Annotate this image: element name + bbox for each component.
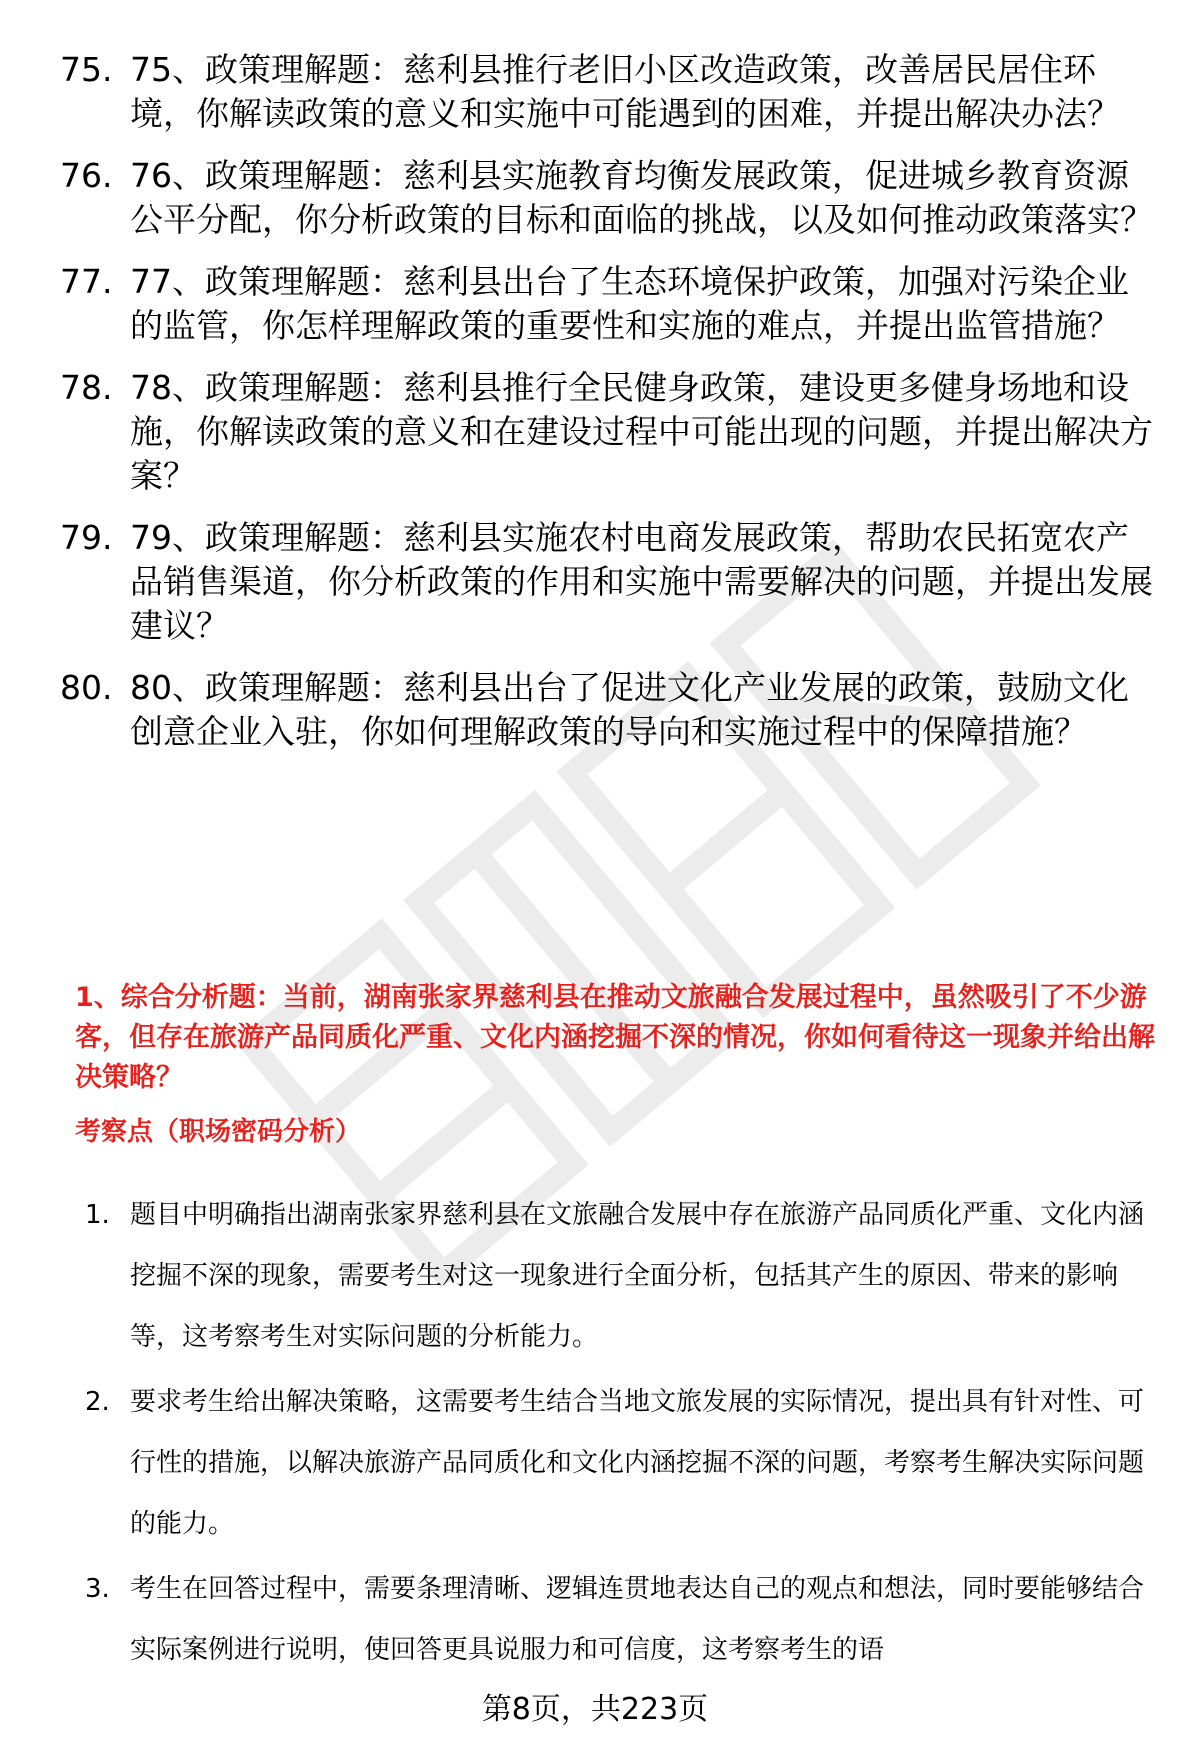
exam-point-number: 2. xyxy=(85,1387,110,1417)
exam-points-list xyxy=(85,1185,1160,1685)
question-item xyxy=(60,260,1155,348)
question-item xyxy=(60,366,1155,498)
exam-point-number: 1. xyxy=(85,1200,110,1230)
exam-point-item xyxy=(85,1559,1160,1681)
question-number: 78. xyxy=(60,368,113,407)
question-text: 80、政策理解题：慈利县出台了促进文化产业发展的政策，鼓励文化创意企业入驻，你如何理解政策的导向和实施过程中的保障措施？ xyxy=(130,668,1129,751)
exam-point-text: 题目中明确指出湖南张家界慈利县在文旅融合发展中存在旅游产品同质化严重、文化内涵挖掘不深的现象，需要考生对这一现象进行全面分析，包括其产生的原因、带来的影响等，这考察考生对实际问题的分析能力。 xyxy=(130,1200,1145,1352)
exam-point-number: 3. xyxy=(85,1574,110,1604)
question-item xyxy=(60,154,1155,242)
question-number: 76. xyxy=(60,156,113,195)
question-item xyxy=(60,666,1155,754)
question-text: 75、政策理解题：慈利县推行老旧小区改造政策，改善居民居住环境，你解读政策的意义和实施中可能遇到的困难，并提出解决办法？ xyxy=(130,50,1120,133)
exam-point-item xyxy=(85,1185,1160,1368)
question-list xyxy=(60,48,1155,772)
question-text: 77、政策理解题：慈利县出台了生态环境保护政策，加强对污染企业的监管，你怎样理解政策的重要性和实施的难点，并提出监管措施？ xyxy=(130,262,1129,345)
question-number: 80. xyxy=(60,668,113,707)
analysis-question-title: 1、综合分析题：当前，湖南张家界慈利县在推动文旅融合发展过程中，虽然吸引了不少游客，但存在旅游产品同质化严重、文化内涵挖掘不深的情况，你如何看待这一现象并给出解决策略？ xyxy=(75,982,1155,1093)
question-text: 76、政策理解题：慈利县实施教育均衡发展政策，促进城乡教育资源公平分配，你分析政策的目标和面临的挑战，以及如何推动政策落实？ xyxy=(130,156,1153,239)
exam-point-text: 考生在回答过程中，需要条理清晰、逻辑连贯地表达自己的观点和想法，同时要能够结合实际案例进行说明，使回答更具说服力和可信度，这考察考生的语 xyxy=(130,1574,1145,1665)
page-number-footer: 第8页，共223页 xyxy=(481,1692,709,1727)
question-text: 79、政策理解题：慈利县实施农村电商发展政策，帮助农民拓宽农产品销售渠道，你分析政策的作用和实施中需要解决的问题，并提出发展建议？ xyxy=(130,518,1153,645)
question-number: 79. xyxy=(60,518,113,557)
exam-point-item xyxy=(85,1372,1160,1555)
question-number: 75. xyxy=(60,50,113,89)
question-item xyxy=(60,48,1155,136)
question-item xyxy=(60,516,1155,648)
exam-points-heading: 考察点（职场密码分析） xyxy=(75,1117,362,1147)
exam-point-text: 要求考生给出解决策略，这需要考生结合当地文旅发展的实际情况，提出具有针对性、可行性的措施，以解决旅游产品同质化和文化内涵挖掘不深的问题，考察考生解决实际问题的能力。 xyxy=(130,1387,1145,1539)
question-text: 78、政策理解题：慈利县推行全民健身政策，建设更多健身场地和设施，你解读政策的意义和在建设过程中可能出现的问题，并提出解决方案？ xyxy=(130,368,1153,495)
question-number: 77. xyxy=(60,262,113,301)
